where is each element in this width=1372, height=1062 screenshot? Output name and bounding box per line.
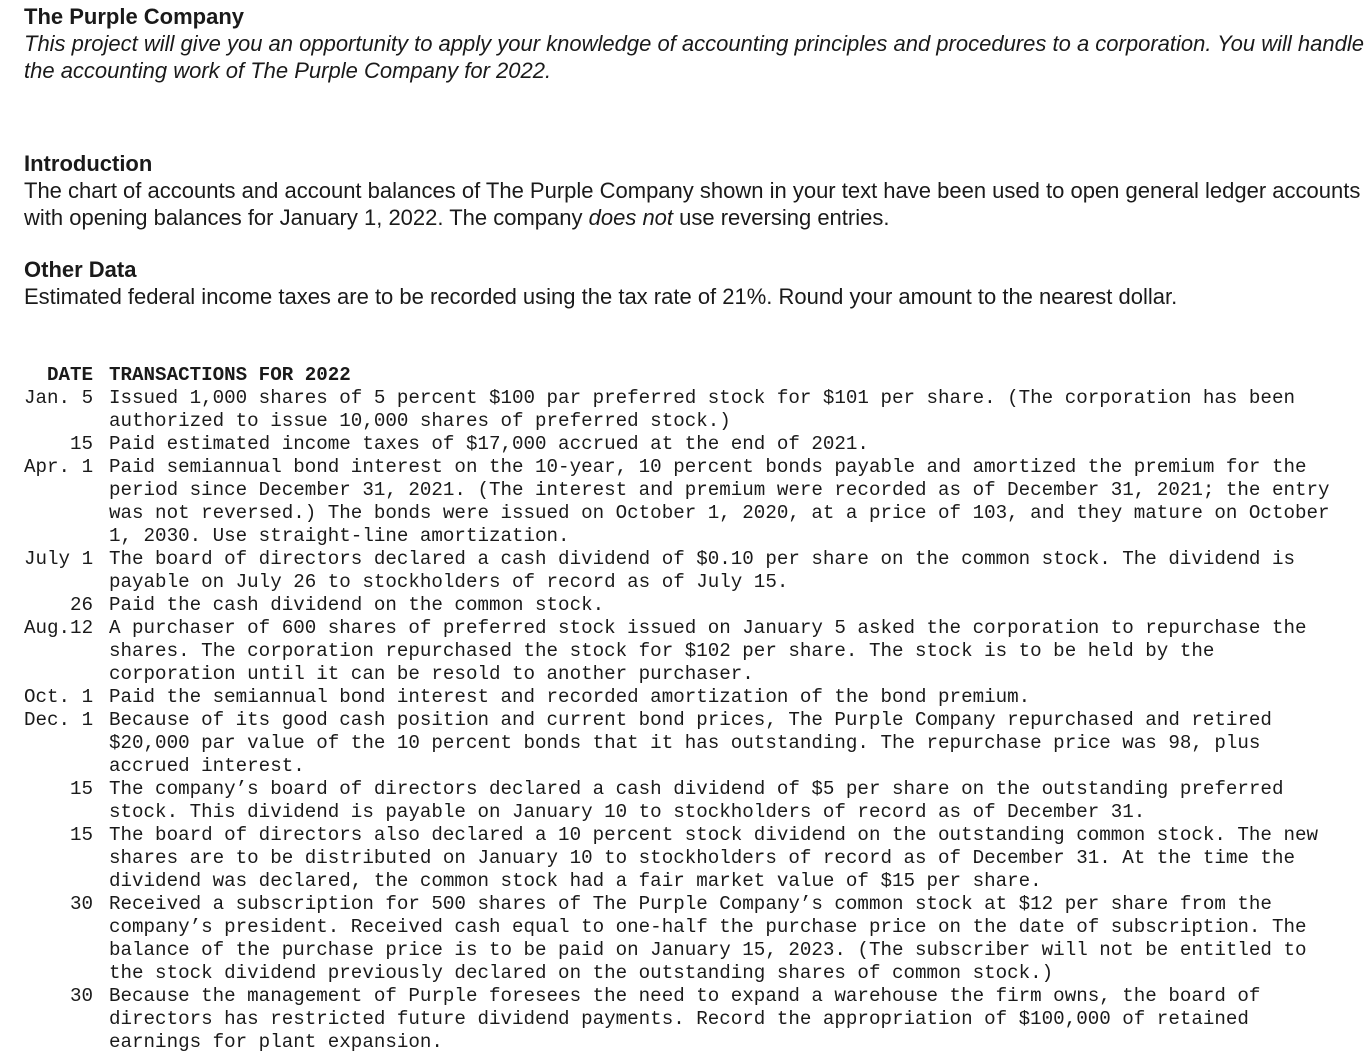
page-title: The Purple Company bbox=[24, 4, 245, 29]
transaction-row bbox=[24, 893, 1369, 985]
other-data-text: Estimated federal income taxes are to be recorded using the tax rate of 21%. Round your amount to the nearest dollar. bbox=[24, 284, 1178, 309]
transactions-column-header: TRANSACTIONS FOR 2022 bbox=[109, 364, 351, 386]
transaction-date: 15 bbox=[69, 778, 93, 800]
transaction-row bbox=[24, 985, 1369, 1054]
transaction-date: July 1 bbox=[24, 548, 94, 570]
transaction-date: Oct. 1 bbox=[24, 686, 94, 708]
introduction-section bbox=[24, 151, 1369, 231]
transactions-table bbox=[24, 364, 1369, 1054]
other-data-section bbox=[24, 257, 1369, 310]
transaction-row bbox=[24, 433, 1369, 456]
introduction-text bbox=[24, 177, 1369, 231]
transaction-description: Because of its good cash position and current bond prices, The Purple Company repurchased and retired $20,000 par value of the 10 percent bonds that it has outstanding. The repurchase price was 98, plus accrued interest. bbox=[109, 709, 1272, 777]
transaction-row bbox=[24, 686, 1369, 709]
other-data-heading: Other Data bbox=[24, 257, 137, 282]
transaction-description: Paid semiannual bond interest on the 10-year, 10 percent bonds payable and amortized the premium for the period since December 31, 2021. (The interest and premium were recorded as of December 31, 2021; the entry was not reversed.) The bonds were issued on October 1, 2020, at a price of 103, and they mature on October 1, 2030. Use straight-line amortization. bbox=[109, 456, 1330, 547]
transaction-description: The company’s board of directors declared a cash dividend of $5 per share on the outstanding preferred stock. This dividend is payable on January 10 to stockholders of record as of December 31. bbox=[109, 778, 1284, 823]
transaction-description: Paid the cash dividend on the common stock. bbox=[109, 594, 605, 616]
transactions-header-row bbox=[24, 364, 1369, 387]
transaction-description: The board of directors declared a cash dividend of $0.10 per share on the common stock. The dividend is payable on July 26 to stockholders of record as of July 15. bbox=[109, 548, 1295, 593]
transaction-row bbox=[24, 709, 1369, 778]
transaction-date: Aug.12 bbox=[24, 617, 94, 639]
introduction-text-start: The chart of accounts and account balances of The Purple Company shown in your text have been used to open general ledger accounts with opening balances for January 1, 2022. The company bbox=[24, 178, 1361, 230]
transaction-date: 30 bbox=[69, 985, 93, 1007]
introduction-heading: Introduction bbox=[24, 151, 153, 176]
transaction-description: Received a subscription for 500 shares of The Purple Company’s common stock at $12 per share from the company’s president. Received cash equal to one-half the purchase price on the date of subscription. The balance of the purchase price is to be paid on January 15, 2023. (The subscriber will not be entitled to the stock dividend previously declared on the outstanding shares of common stock.) bbox=[109, 893, 1307, 984]
transaction-row bbox=[24, 548, 1369, 594]
transaction-description: Issued 1,000 shares of 5 percent $100 par preferred stock for $101 per share. (The corporation has been authorized to issue 10,000 shares of preferred stock.) bbox=[109, 387, 1295, 432]
transaction-row bbox=[24, 456, 1369, 548]
document-page bbox=[24, 4, 1369, 1054]
transaction-date: 15 bbox=[69, 433, 93, 455]
transaction-description: Because the management of Purple foresees the need to expand a warehouse the firm owns, the board of directors has restricted future dividend payments. Record the appropriation of $100,000 of retained earnings for plant expansion. bbox=[109, 985, 1261, 1053]
transaction-description: The board of directors also declared a 10 percent stock dividend on the outstanding common stock. The new shares are to be distributed on January 10 to stockholders of record as of December 31. At the time the dividend was declared, the common stock had a fair market value of $15 per share. bbox=[109, 824, 1319, 892]
transaction-date: Dec. 1 bbox=[24, 709, 94, 731]
transaction-row bbox=[24, 387, 1369, 433]
transaction-row bbox=[24, 824, 1369, 893]
introduction-emphasis: does not bbox=[588, 205, 674, 230]
transaction-rows bbox=[24, 387, 1369, 1054]
transaction-date: Apr. 1 bbox=[24, 456, 94, 478]
transaction-date: 15 bbox=[69, 824, 93, 846]
transaction-row bbox=[24, 778, 1369, 824]
transaction-date: 26 bbox=[69, 594, 93, 616]
project-description: This project will give you an opportunity to apply your knowledge of accounting principles and procedures to a corporation. You will handle the accounting work of The Purple Company for 2022. bbox=[24, 31, 1364, 83]
date-column-header: DATE bbox=[46, 364, 93, 386]
introduction-text-end: use reversing entries. bbox=[673, 205, 890, 230]
transaction-row bbox=[24, 594, 1369, 617]
transaction-date: 30 bbox=[69, 893, 93, 915]
transaction-description: Paid the semiannual bond interest and recorded amortization of the bond premium. bbox=[109, 686, 1031, 708]
transaction-description: A purchaser of 600 shares of preferred stock issued on January 5 asked the corporation to repurchase the shares. The corporation repurchased the stock for $102 per share. The stock is to be held by the corporation until it can be resold to another purchaser. bbox=[109, 617, 1307, 685]
transaction-row bbox=[24, 617, 1369, 686]
transaction-date: Jan. 5 bbox=[24, 387, 94, 409]
transaction-description: Paid estimated income taxes of $17,000 accrued at the end of 2021. bbox=[109, 433, 869, 455]
